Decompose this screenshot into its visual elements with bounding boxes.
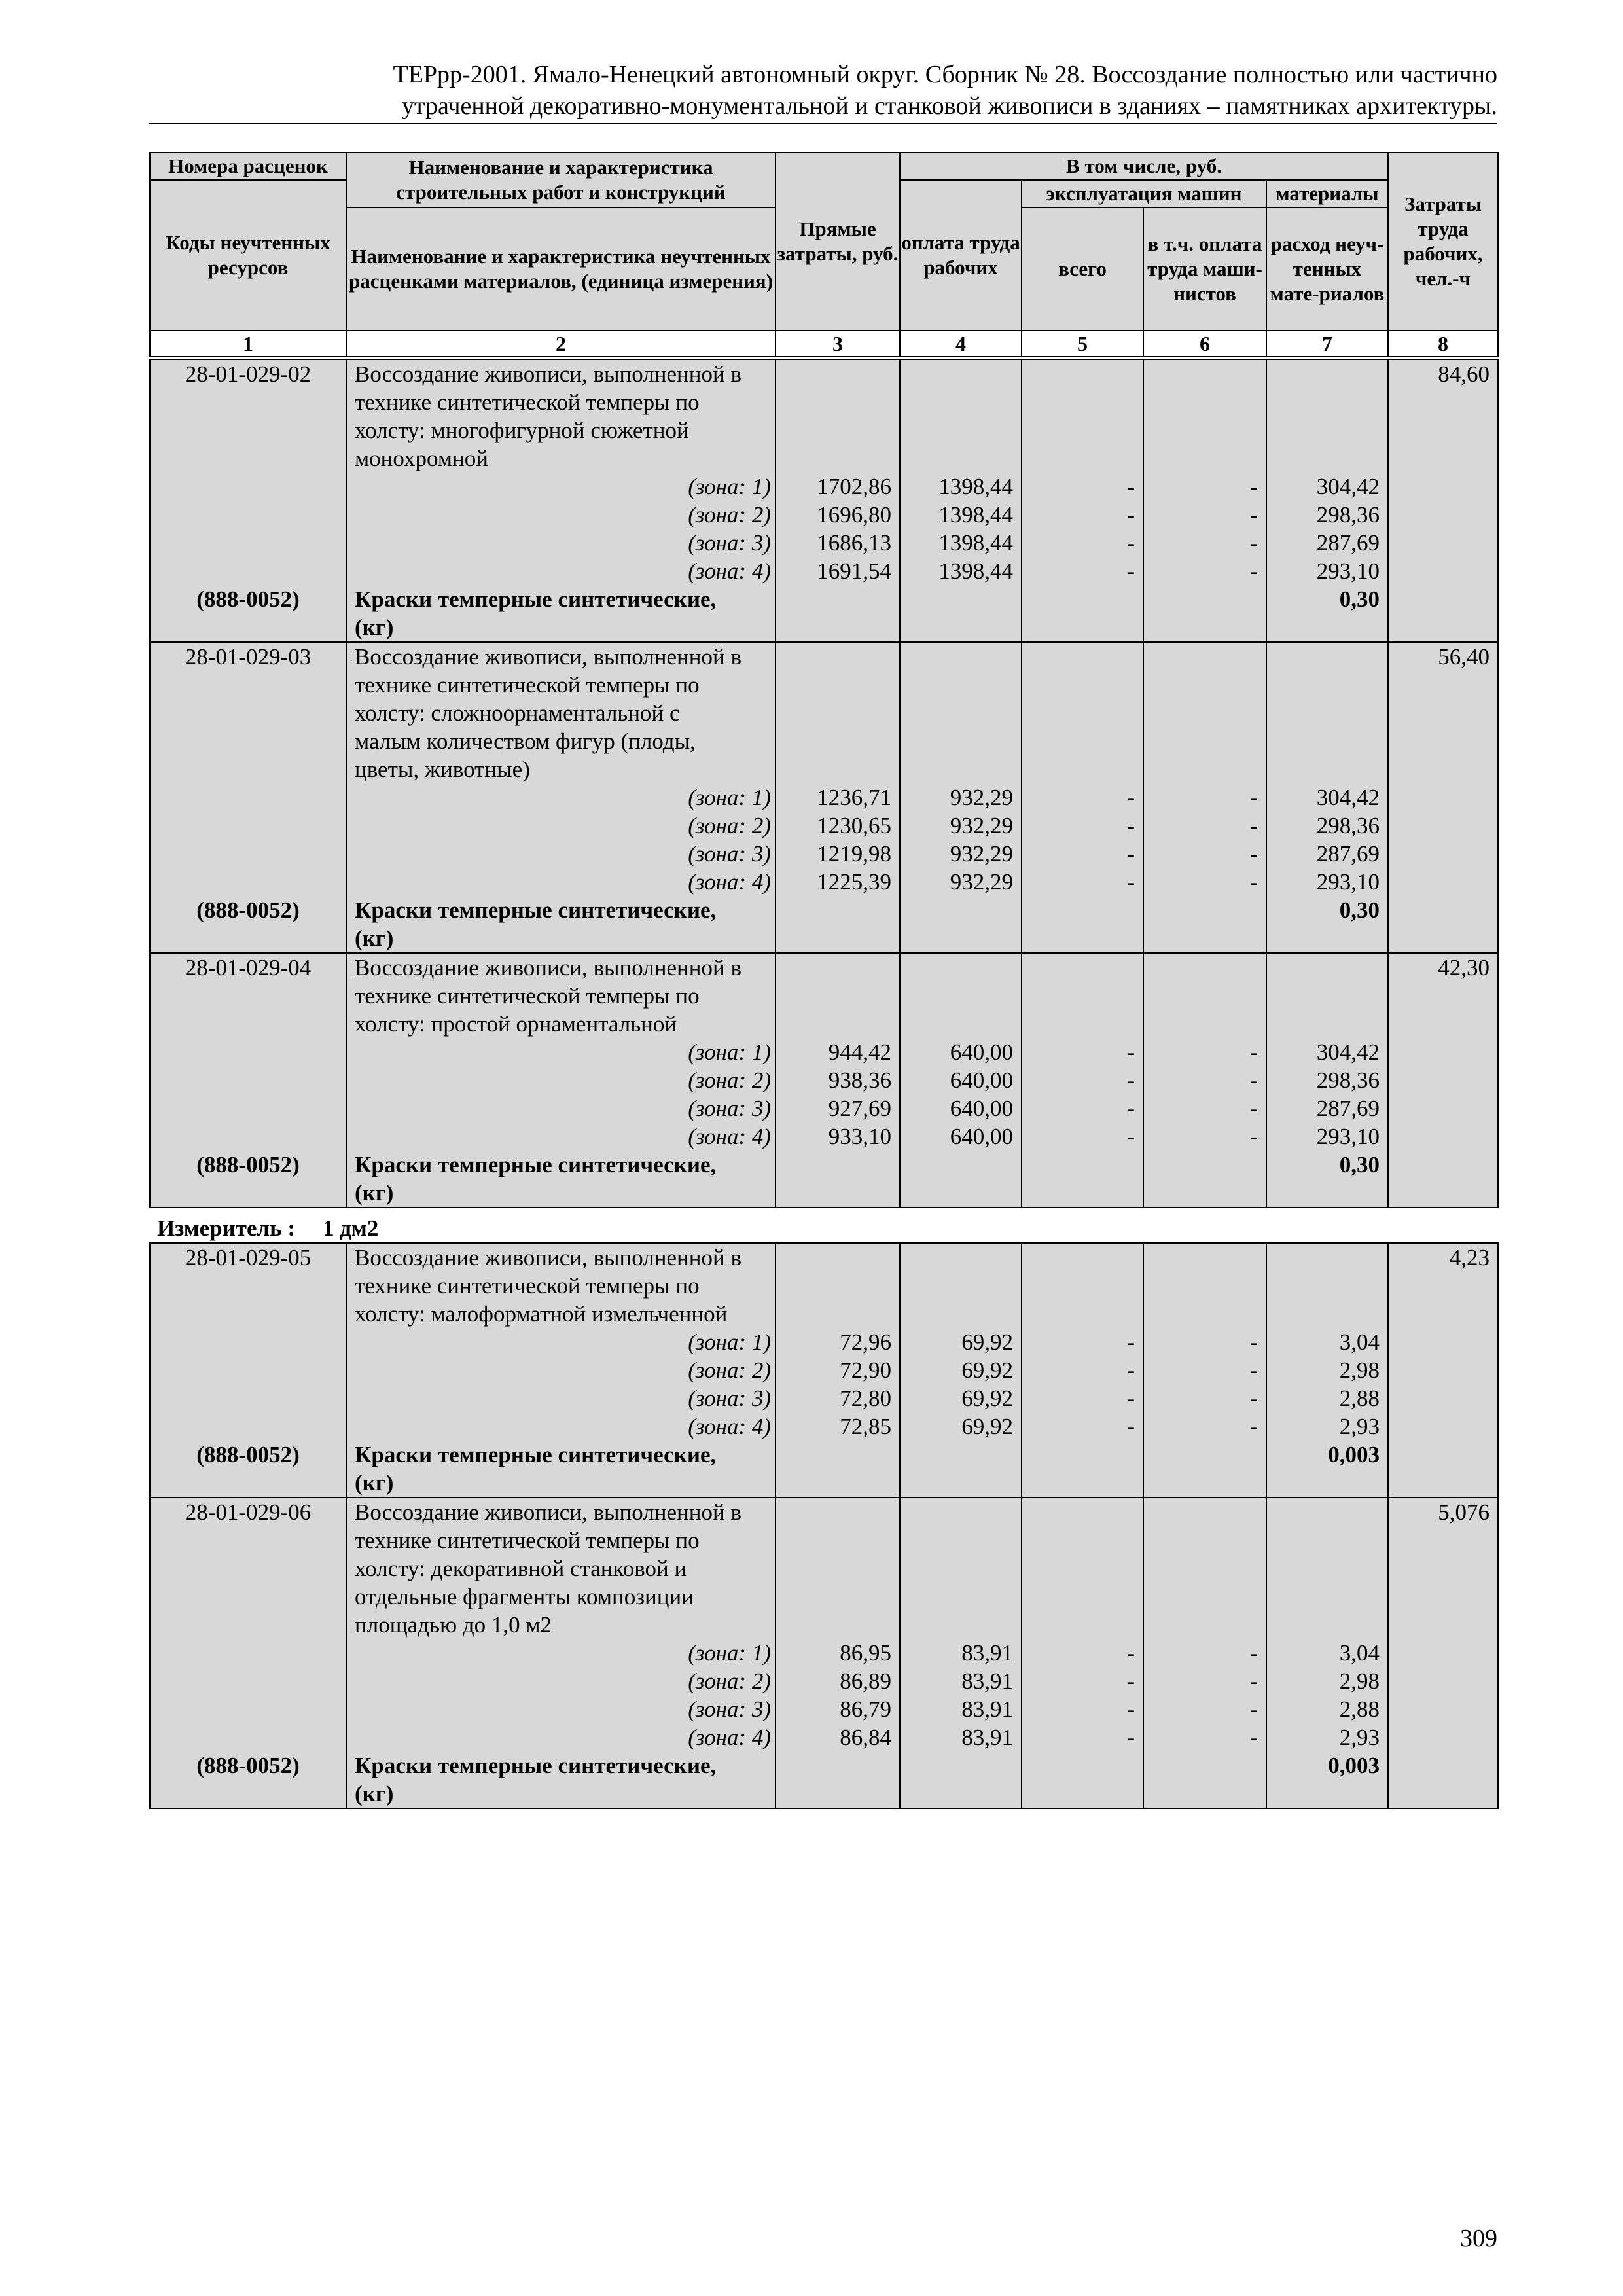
work-description-cell: [346, 1243, 776, 1498]
machines-total-cell: [1022, 953, 1143, 1208]
labor-hours-value: 42,30: [1438, 955, 1489, 980]
labor-hours-value: 4,23: [1449, 1245, 1489, 1270]
wages-value: 83,91: [961, 1640, 1013, 1666]
direct-cost-value: 86,95: [840, 1640, 891, 1666]
col-number-8: 8: [1388, 331, 1498, 357]
materials-value: 298,36: [1316, 502, 1380, 528]
machinist-wages-value: -: [1250, 1668, 1258, 1694]
rate-code: 28-01-029-02: [185, 361, 312, 387]
machinist-wages-value: -: [1250, 1329, 1258, 1355]
resource-quantity: 0,30: [1339, 1152, 1380, 1177]
resource-code: (888-0052): [196, 897, 300, 923]
materials-value: 304,42: [1316, 1039, 1380, 1065]
labor-hours-cell: [1388, 1243, 1498, 1498]
machines-total-value: -: [1127, 1640, 1135, 1666]
col-number-6: 6: [1143, 331, 1266, 357]
col-number-4: 4: [900, 331, 1022, 357]
materials-value: 293,10: [1316, 869, 1380, 895]
labor-hours-value: 5,076: [1438, 1499, 1489, 1525]
wages-value: 1398,44: [938, 558, 1013, 584]
wages-cell: [900, 642, 1022, 953]
rate-code-cell: [150, 642, 346, 953]
direct-cost-value: 72,96: [840, 1329, 891, 1355]
direct-cost-value: 1225,39: [817, 869, 891, 895]
direct-cost-value: 86,79: [840, 1696, 891, 1722]
materials-value: 304,42: [1316, 474, 1380, 499]
table-row: [150, 642, 1498, 953]
machinist-wages-value: -: [1250, 1124, 1258, 1149]
work-description-line: холсту: малоформатной измельченной: [355, 1301, 728, 1327]
materials-value: 287,69: [1316, 1096, 1380, 1121]
zone-label: (зона: 4): [688, 1414, 771, 1439]
wages-value: 932,29: [950, 785, 1013, 810]
machinist-wages-cell: [1143, 1243, 1266, 1498]
wages-value: 932,29: [950, 841, 1013, 867]
col-number-1: 1: [150, 331, 346, 357]
zone-label: (зона: 2): [688, 1357, 771, 1383]
machines-total-value: -: [1127, 1357, 1135, 1383]
rates-table-part-1: [149, 359, 1499, 1208]
machinist-wages-cell: [1143, 1498, 1266, 1808]
machines-total-value: -: [1127, 841, 1135, 867]
col-number-5: 5: [1022, 331, 1143, 357]
work-description-line: Воссоздание живописи, выполненной в: [355, 955, 742, 980]
zone-label: (зона: 4): [688, 1725, 771, 1750]
materials-value: 293,10: [1316, 558, 1380, 584]
work-description-line: технике синтетической темперы по: [355, 983, 700, 1009]
direct-cost-cell: [776, 1243, 900, 1498]
work-description-line: цветы, животные): [355, 757, 530, 782]
direct-cost-value: 1691,54: [817, 558, 891, 584]
direct-cost-cell: [776, 953, 900, 1208]
wages-value: 69,92: [961, 1386, 1013, 1411]
zone-label: (зона: 1): [688, 785, 771, 810]
machines-total-value: -: [1127, 558, 1135, 584]
resource-code: (888-0052): [196, 1442, 300, 1467]
wages-value: 640,00: [950, 1124, 1013, 1149]
zone-label: (зона: 3): [688, 841, 771, 867]
wages-value: 69,92: [961, 1357, 1013, 1383]
col-machinist-wages: в т.ч. оплата труда маши-нистов: [1143, 207, 1266, 331]
machinist-wages-value: -: [1250, 1386, 1258, 1411]
zone-label: (зона: 4): [688, 1124, 771, 1149]
col-group-including: В том числе, руб.: [900, 152, 1388, 180]
rate-code-cell: [150, 1498, 346, 1808]
direct-cost-value: 944,42: [828, 1039, 891, 1065]
machinist-wages-value: -: [1250, 474, 1258, 499]
machinist-wages-value: -: [1250, 1096, 1258, 1121]
resource-code: (888-0052): [196, 1753, 300, 1778]
labor-hours-cell: [1388, 1498, 1498, 1808]
materials-cell: [1266, 1243, 1388, 1498]
wages-cell: [900, 1243, 1022, 1498]
resource-unit: (кг): [355, 925, 394, 951]
materials-value: 2,88: [1339, 1386, 1380, 1411]
direct-cost-value: 927,69: [828, 1096, 891, 1121]
work-description-line: технике синтетической темперы по: [355, 672, 700, 698]
machinist-wages-cell: [1143, 953, 1266, 1208]
rate-code: 28-01-029-03: [185, 644, 312, 670]
resource-unit: (кг): [355, 615, 394, 640]
machines-total-value: -: [1127, 1414, 1135, 1439]
direct-cost-value: 1702,86: [817, 474, 891, 499]
col-machines-total: всего: [1022, 207, 1143, 331]
col-direct-costs: Прямые затраты, руб.: [776, 152, 900, 331]
direct-cost-value: 86,89: [840, 1668, 891, 1694]
direct-cost-value: 72,90: [840, 1357, 891, 1383]
machines-total-value: -: [1127, 1124, 1135, 1149]
wages-value: 83,91: [961, 1696, 1013, 1722]
work-description-line: технике синтетической темперы по: [355, 1528, 700, 1553]
col-number-7: 7: [1266, 331, 1388, 357]
rate-code: 28-01-029-06: [185, 1499, 312, 1525]
labor-hours-cell: [1388, 953, 1498, 1208]
rate-code-cell: [150, 359, 346, 642]
machines-total-value: -: [1127, 502, 1135, 528]
wages-value: 932,29: [950, 813, 1013, 838]
work-description-line: площадью до 1,0 м2: [355, 1612, 552, 1638]
wages-value: 69,92: [961, 1329, 1013, 1355]
work-description-line: малым количеством фигур (плоды,: [355, 728, 696, 754]
zone-label: (зона: 4): [688, 558, 771, 584]
col-labor-hours: Затраты труда рабочих, чел.-ч: [1388, 152, 1498, 331]
machinist-wages-value: -: [1250, 1696, 1258, 1722]
zone-label: (зона: 1): [688, 1640, 771, 1666]
direct-cost-value: 938,36: [828, 1067, 891, 1093]
machinist-wages-value: -: [1250, 1039, 1258, 1065]
machines-total-value: -: [1127, 1067, 1135, 1093]
materials-value: 293,10: [1316, 1124, 1380, 1149]
zone-label: (зона: 1): [688, 474, 771, 499]
work-description-line: Воссоздание живописи, выполненной в: [355, 1499, 742, 1525]
zone-label: (зона: 2): [688, 1668, 771, 1694]
materials-value: 2,98: [1339, 1668, 1380, 1694]
zone-label: (зона: 2): [688, 813, 771, 838]
resource-code: (888-0052): [196, 586, 300, 612]
resource-quantity: 0,30: [1339, 586, 1380, 612]
col-number-3: 3: [776, 331, 900, 357]
header-rule: [149, 123, 1497, 124]
direct-cost-cell: [776, 1498, 900, 1808]
materials-value: 298,36: [1316, 1067, 1380, 1093]
direct-cost-cell: [776, 642, 900, 953]
materials-value: 2,98: [1339, 1357, 1380, 1383]
machinist-wages-value: -: [1250, 530, 1258, 556]
resource-unit: (кг): [355, 1781, 394, 1806]
machines-total-cell: [1022, 359, 1143, 642]
zone-label: (зона: 1): [688, 1039, 771, 1065]
machinist-wages-value: -: [1250, 785, 1258, 810]
materials-value: 287,69: [1316, 841, 1380, 867]
work-description-line: холсту: декоративной станковой и: [355, 1556, 687, 1581]
table-row: [150, 359, 1498, 642]
col-rate-numbers: Номера расценок: [150, 152, 346, 180]
materials-value: 2,88: [1339, 1696, 1380, 1722]
work-description-cell: [346, 1498, 776, 1808]
work-description-line: Воссоздание живописи, выполненной в: [355, 644, 742, 670]
wages-value: 640,00: [950, 1039, 1013, 1065]
zone-label: (зона: 2): [688, 1067, 771, 1093]
direct-cost-cell: [776, 359, 900, 642]
materials-value: 3,04: [1339, 1329, 1380, 1355]
materials-cell: [1266, 642, 1388, 953]
resource-name: Краски темперные синтетические,: [355, 897, 717, 923]
machines-total-value: -: [1127, 474, 1135, 499]
table-row: [150, 1243, 1498, 1498]
running-header: [149, 59, 1497, 122]
work-description-cell: [346, 953, 776, 1208]
rates-table-part-2: [149, 1242, 1499, 1809]
work-description-line: Воссоздание живописи, выполненной в: [355, 361, 742, 387]
zone-label: (зона: 3): [688, 1696, 771, 1722]
work-description-cell: [346, 642, 776, 953]
zone-label: (зона: 3): [688, 1386, 771, 1411]
machinist-wages-cell: [1143, 359, 1266, 642]
materials-value: 2,93: [1339, 1725, 1380, 1750]
wages-value: 640,00: [950, 1067, 1013, 1093]
resource-unit: (кг): [355, 1470, 394, 1496]
materials-value: 2,93: [1339, 1414, 1380, 1439]
table-row: [150, 1498, 1498, 1808]
machines-total-value: -: [1127, 785, 1135, 810]
header-line-1: ТЕРрр-2001. Ямало-Ненецкий автономный округ. Сборник № 28. Воссоздание полностью или частично: [393, 61, 1497, 88]
materials-cell: [1266, 359, 1388, 642]
direct-cost-value: 86,84: [840, 1725, 891, 1750]
wages-value: 83,91: [961, 1725, 1013, 1750]
materials-value: 298,36: [1316, 813, 1380, 838]
direct-cost-value: 72,85: [840, 1414, 891, 1439]
col-material-consumption: расход неуч-тенных мате-риалов: [1266, 207, 1388, 331]
labor-hours-cell: [1388, 642, 1498, 953]
resource-name: Краски темперные синтетические,: [355, 1753, 717, 1778]
rate-code-cell: [150, 1243, 346, 1498]
col-wages: оплата труда рабочих: [900, 180, 1022, 331]
work-description-line: холсту: сложноорнаментальной с: [355, 700, 680, 726]
resource-name: Краски темперные синтетические,: [355, 1152, 717, 1177]
resource-quantity: 0,003: [1328, 1753, 1380, 1778]
work-description-line: холсту: простой орнаментальной: [355, 1011, 677, 1037]
wages-value: 1398,44: [938, 474, 1013, 499]
direct-cost-value: 1219,98: [817, 841, 891, 867]
col-group-materials: материалы: [1266, 180, 1388, 207]
col-resource-codes: Коды неучтенных ресурсов: [150, 180, 346, 331]
direct-cost-value: 1686,13: [817, 530, 891, 556]
labor-hours-cell: [1388, 359, 1498, 642]
wages-value: 69,92: [961, 1414, 1013, 1439]
resource-name: Краски темперные синтетические,: [355, 586, 717, 612]
wages-cell: [900, 1498, 1022, 1808]
machines-total-cell: [1022, 1243, 1143, 1498]
machines-total-value: -: [1127, 1386, 1135, 1411]
machinist-wages-value: -: [1250, 1414, 1258, 1439]
materials-value: 3,04: [1339, 1640, 1380, 1666]
machines-total-value: -: [1127, 1725, 1135, 1750]
work-description-line: отдельные фрагменты композиции: [355, 1584, 694, 1609]
col-group-machines: эксплуатация машин: [1022, 180, 1266, 207]
zone-label: (зона: 1): [688, 1329, 771, 1355]
machines-total-value: -: [1127, 869, 1135, 895]
resource-name: Краски темперные синтетические,: [355, 1442, 717, 1467]
wages-value: 932,29: [950, 869, 1013, 895]
machines-total-cell: [1022, 1498, 1143, 1808]
direct-cost-value: 933,10: [828, 1124, 891, 1149]
machines-total-value: -: [1127, 1329, 1135, 1355]
machines-total-value: -: [1127, 813, 1135, 838]
wages-value: 640,00: [950, 1096, 1013, 1121]
machinist-wages-value: -: [1250, 1357, 1258, 1383]
table-row: [150, 953, 1498, 1208]
table-header: [149, 152, 1499, 357]
labor-hours-value: 56,40: [1438, 644, 1489, 670]
work-description-cell: [346, 359, 776, 642]
labor-hours-value: 84,60: [1438, 361, 1489, 387]
resource-unit: (кг): [355, 1180, 394, 1206]
resource-code: (888-0052): [196, 1152, 300, 1177]
rate-code-cell: [150, 953, 346, 1208]
machines-total-value: -: [1127, 1668, 1135, 1694]
machinist-wages-value: -: [1250, 841, 1258, 867]
wages-value: 1398,44: [938, 502, 1013, 528]
machinist-wages-cell: [1143, 642, 1266, 953]
col-number-2: 2: [346, 331, 776, 357]
machinist-wages-value: -: [1250, 1067, 1258, 1093]
machinist-wages-value: -: [1250, 1725, 1258, 1750]
page-number: 309: [1460, 2225, 1497, 2252]
direct-cost-value: 1236,71: [817, 785, 891, 810]
zone-label: (зона: 2): [688, 502, 771, 528]
rate-code: 28-01-029-05: [185, 1245, 312, 1270]
machines-total-value: -: [1127, 1039, 1135, 1065]
materials-cell: [1266, 1498, 1388, 1808]
measure-label: Измеритель :: [157, 1215, 296, 1241]
col-work-name: Наименование и характеристика строительных работ и конструкций: [346, 152, 776, 207]
resource-quantity: 0,30: [1339, 897, 1380, 923]
col-resource-names: Наименование и характеристика неучтенных расценками материалов, (единица измерения): [346, 207, 776, 331]
materials-value: 287,69: [1316, 530, 1380, 556]
machinist-wages-value: -: [1250, 813, 1258, 838]
measure-unit: [157, 1214, 378, 1242]
machines-total-value: -: [1127, 1696, 1135, 1722]
work-description-line: Воссоздание живописи, выполненной в: [355, 1245, 742, 1270]
zone-label: (зона: 4): [688, 869, 771, 895]
measure-value: 1 дм2: [323, 1215, 379, 1241]
machines-total-value: -: [1127, 530, 1135, 556]
machinist-wages-value: -: [1250, 1640, 1258, 1666]
machinist-wages-value: -: [1250, 502, 1258, 528]
rate-code: 28-01-029-04: [185, 955, 312, 980]
work-description-line: технике синтетической темперы по: [355, 1273, 700, 1299]
zone-label: (зона: 3): [688, 1096, 771, 1121]
materials-cell: [1266, 953, 1388, 1208]
wages-cell: [900, 953, 1022, 1208]
resource-quantity: 0,003: [1328, 1442, 1380, 1467]
work-description-line: холсту: многофигурной сюжетной: [355, 418, 689, 443]
direct-cost-value: 1230,65: [817, 813, 891, 838]
header-line-2: утраченной декоративно-монументальной и станковой живописи в зданиях – памятниках архитектуры.: [401, 92, 1497, 120]
machines-total-cell: [1022, 642, 1143, 953]
machines-total-value: -: [1127, 1096, 1135, 1121]
wages-value: 83,91: [961, 1668, 1013, 1694]
wages-cell: [900, 359, 1022, 642]
work-description-line: монохромной: [355, 446, 488, 471]
zone-label: (зона: 3): [688, 530, 771, 556]
wages-value: 1398,44: [938, 530, 1013, 556]
direct-cost-value: 1696,80: [817, 502, 891, 528]
machinist-wages-value: -: [1250, 558, 1258, 584]
machinist-wages-value: -: [1250, 869, 1258, 895]
direct-cost-value: 72,80: [840, 1386, 891, 1411]
work-description-line: технике синтетической темперы по: [355, 389, 700, 415]
materials-value: 304,42: [1316, 785, 1380, 810]
